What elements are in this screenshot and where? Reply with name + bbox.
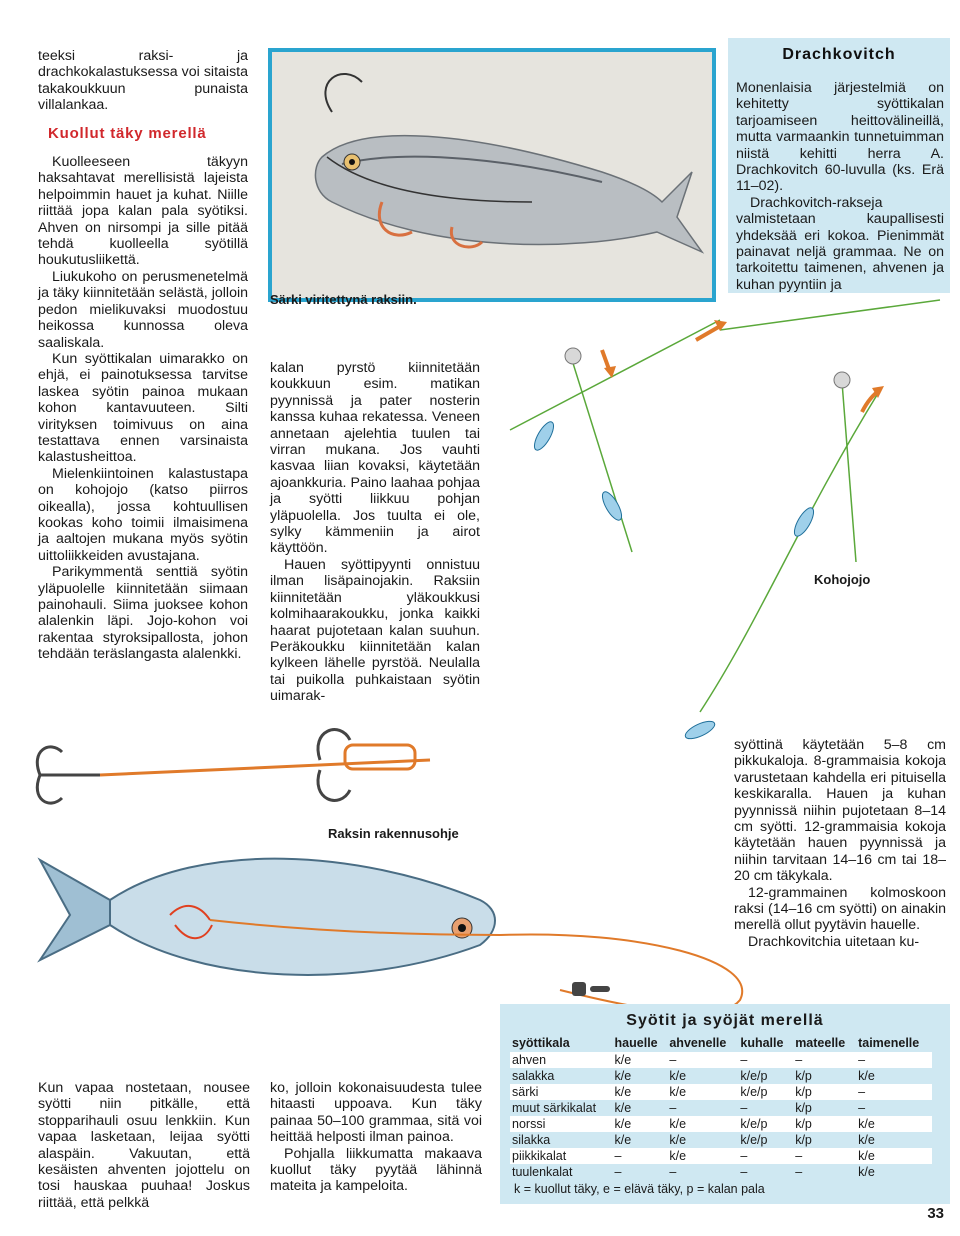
table-cell: k/e bbox=[858, 1165, 875, 1179]
table-cell: k/e bbox=[613, 1052, 668, 1068]
photo-caption: Särki viritettynä raksiin. bbox=[270, 292, 417, 307]
table-row bbox=[510, 1084, 932, 1100]
bait-table-title: Syötit ja syöjät merellä bbox=[626, 1012, 824, 1029]
table-cell: k/e bbox=[667, 1116, 738, 1132]
table-cell: k/e/p bbox=[738, 1084, 793, 1100]
table-row bbox=[510, 1132, 932, 1148]
page-number: 33 bbox=[927, 1205, 944, 1222]
table-cell: k/e bbox=[613, 1116, 668, 1132]
table-cell: ahven bbox=[510, 1052, 613, 1068]
table-cell: silakka bbox=[512, 1133, 551, 1147]
table-row bbox=[510, 1068, 932, 1084]
paragraph: kalan pyrstö kiinnitetään koukkuun esim. matikan pyynnissä ja pater nosterin kanssa kuhaa rekatessa. Veneen annetaan ajelehtia tuulen tai virran mukana. Jos vauhti kasvaa liian kovaksi, käytetään ajoankkuria. Paino laahaa pohjaa ja syötti liikkuu pohjan yläpuolella. Jos tuulta ei ole, sylky kämmeniin ja airot käyttöön. bbox=[270, 360, 480, 557]
table-cell: k/e bbox=[858, 1133, 875, 1147]
table-row bbox=[510, 1116, 932, 1132]
table-legend: k = kuollut täky, e = elävä täky, p = kalan pala bbox=[514, 1182, 765, 1196]
bait-table bbox=[510, 1034, 932, 1180]
column-header: mateelle bbox=[795, 1036, 846, 1050]
table-cell: särki bbox=[510, 1084, 613, 1100]
table-cell: – bbox=[669, 1101, 677, 1115]
paragraph: Parikymmentä senttiä syötin yläpuolelle kiinnitetään siimaan painohauli. Siima juoksee kohon alalenkin läpi. Jojo-kohon voi rakentaa styroksipallosta, johon tehdään teräslangasta alalenkki. bbox=[38, 564, 248, 663]
drachkovitch-box bbox=[728, 38, 950, 293]
table-cell: salakka bbox=[512, 1069, 555, 1083]
table-cell: k/e bbox=[614, 1133, 632, 1147]
table-cell: k/p bbox=[795, 1069, 812, 1083]
table-cell: – bbox=[856, 1084, 932, 1100]
intro-paragraph: teeksi raksi- ja drachkokalastuksessa voi sitaista takakoukkuun punaista villalankaa. bbox=[38, 48, 248, 114]
table-cell: k/e bbox=[667, 1148, 738, 1164]
paragraph: Liukukoho on perusmenetelmä ja täky kiinnitetään selästä, jolloin pedon mielikuvaksi muodostuu heikossa kunnossa oleva saaliskala. bbox=[38, 268, 248, 351]
table-cell: – bbox=[614, 1165, 622, 1179]
section-heading: Kuollut täky merellä bbox=[48, 124, 207, 142]
right-column bbox=[734, 737, 946, 950]
paragraph: Monenlaisia järjestelmiä on kehitetty syöttikalan tarjoamiseen heittovälineillä, mutta varmaankin tunnetuimman niistä kehitti herra A. Drachkovitch 60-luvulla (ks. Erä 11–02). bbox=[736, 80, 944, 195]
table-cell: – bbox=[667, 1052, 738, 1068]
table-cell: k/e/p bbox=[740, 1133, 768, 1147]
table-cell: – bbox=[740, 1101, 748, 1115]
table-cell: – bbox=[738, 1052, 793, 1068]
table-cell: k/e bbox=[856, 1148, 932, 1164]
table-cell: k/e bbox=[667, 1084, 738, 1100]
column-header: kuhalle bbox=[740, 1036, 784, 1050]
table-row bbox=[510, 1100, 932, 1116]
table-cell: k/e/p bbox=[740, 1069, 768, 1083]
table-cell: k/e/p bbox=[738, 1116, 793, 1132]
paragraph: Kuolleeseen täkyyn haksahtavat merellisistä lajeista helpoimmin hauet ja kuhat. Niille riittää jopa kalan pala syötiksi. Ahven on nirsompi ja sille pitää tehdä kuolleella syötillä houkutusliikettä. bbox=[38, 154, 248, 269]
table-row bbox=[510, 1052, 932, 1068]
kohojojo-label: Kohojojo bbox=[814, 572, 871, 587]
paragraph: Drachkovitch-rakseja valmistetaan kaupallisesti yhdeksää eri kokoa. Pienimmät painavat neljä grammaa. Ne on tarkoitettu taimenen, ahvenen ja kuhan pyyntiin ja bbox=[736, 194, 944, 293]
raksi-label: Raksin rakennusohje bbox=[328, 826, 459, 841]
paragraph: Kun syöttikalan uimarakko on ehjä, ei painotuksessa tarvitse laskea syötin painoa mukaan kohon kantavuuteen. Silti virityksen toimivuus on aina testattava ennen varsinaista kalastusheittoa. bbox=[38, 350, 248, 466]
table-cell: k/p bbox=[793, 1084, 856, 1100]
left-column bbox=[38, 48, 248, 663]
table-cell: k/p bbox=[795, 1133, 812, 1147]
paragraph: 12-grammainen kolmoskoon raksi (14–16 cm syötti) on ainakin merellä ollut pyytävin hauelle. bbox=[734, 884, 946, 934]
table-cell: – bbox=[793, 1052, 856, 1068]
table-cell: k/e bbox=[858, 1069, 875, 1083]
column-header: ahvenelle bbox=[669, 1036, 727, 1050]
paragraph: Mielenkiintoinen kalastustapa on kohojojo (katso piirros oikealla), jossa kohtuullisen kookas koho toimii ilmaisimena ja aaltojen mukana myös syötin uittoliikkeiden avustajana. bbox=[38, 465, 248, 564]
table-cell: k/e bbox=[856, 1116, 932, 1132]
rigged-roach-illustration bbox=[272, 52, 712, 298]
table-cell: k/p bbox=[795, 1101, 812, 1115]
table-cell: norssi bbox=[510, 1116, 613, 1132]
table-cell: – bbox=[738, 1148, 793, 1164]
table-cell: k/e bbox=[669, 1133, 687, 1147]
column-header: hauelle bbox=[614, 1036, 658, 1050]
drachkovitch-title: Drachkovitch bbox=[782, 46, 896, 63]
table-cell: k/e bbox=[613, 1084, 668, 1100]
bait-table-box bbox=[500, 1004, 950, 1204]
column-header: taimenelle bbox=[858, 1036, 920, 1050]
table-cell: – bbox=[858, 1101, 866, 1115]
paragraph: Pohjalla liikkumatta makaava kuollut täky pyytää lähinnä mateita ja kampeloita. bbox=[270, 1145, 482, 1195]
table-cell: – bbox=[795, 1165, 803, 1179]
table-cell: k/e bbox=[614, 1069, 632, 1083]
column-header: syöttikala bbox=[512, 1036, 570, 1050]
drachkovitch-text bbox=[736, 80, 944, 293]
bottom-middle-column bbox=[270, 1080, 482, 1195]
table-cell: – bbox=[856, 1052, 932, 1068]
paragraph: Hauen syöttipyynti onnistuu ilman lisäpainojakin. Raksiin kiinnitetään yläkoukkusi kolmihaarakoukku, jonka kaikki haarat pujotetaan kalan suuhun. Peräkoukku kiinnitetään kalan kylkeen lähelle pyrstöä. Neulalla tai puikolla puhkaistaan syötin uimarak- bbox=[270, 556, 480, 705]
table-cell: – bbox=[613, 1148, 668, 1164]
bottom-left-column bbox=[38, 1080, 250, 1211]
roach-photo bbox=[268, 48, 716, 302]
paragraph: Kun vapaa nostetaan, nousee syötti niin pitkälle, että stopparihauli osuu lenkkiin. Kun vapaa lasketaan, leijaa syötti alaspäin. Vakuutan, että kesäisten ahventen jojottelu on tosi hauskaa puuhaa! Joskus riittää, että pelkkä bbox=[38, 1080, 250, 1211]
table-row bbox=[510, 1148, 932, 1164]
paragraph: ko, jolloin kokonaisuudesta tulee hitaasti uppoava. Kun täky painaa 50–100 grammaa, sitä voi heittää helposti ilman painoa. bbox=[270, 1080, 482, 1146]
middle-column bbox=[270, 360, 480, 705]
table-cell: tuulenkalat bbox=[512, 1165, 573, 1179]
table-cell: piikkikalat bbox=[510, 1148, 613, 1164]
table-cell: muut särkikalat bbox=[512, 1101, 597, 1115]
table-cell: k/e bbox=[614, 1101, 632, 1115]
paragraph: syöttinä käytetään 5–8 cm pikkukaloja. 8-grammaisia kokoja varustetaan kahdella eri pituisella keskikaralla. Hauen ja kuhan pyynnissä niihin pujotetaan 8–14 cm syötti. 12-grammaisia kokoja käytetään hauen pyynnissä ja niihin tarvitaan 14–16 cm tai 18–20 cm täkykala. bbox=[734, 737, 946, 885]
table-cell: k/e bbox=[669, 1069, 687, 1083]
table-cell: – bbox=[793, 1148, 856, 1164]
table-cell: – bbox=[740, 1165, 748, 1179]
table-cell: k/p bbox=[793, 1116, 856, 1132]
paragraph: Drachkovitchia uitetaan ku- bbox=[748, 933, 920, 950]
table-row bbox=[510, 1164, 932, 1180]
table-cell: – bbox=[669, 1165, 677, 1179]
table-header-row bbox=[510, 1034, 932, 1052]
